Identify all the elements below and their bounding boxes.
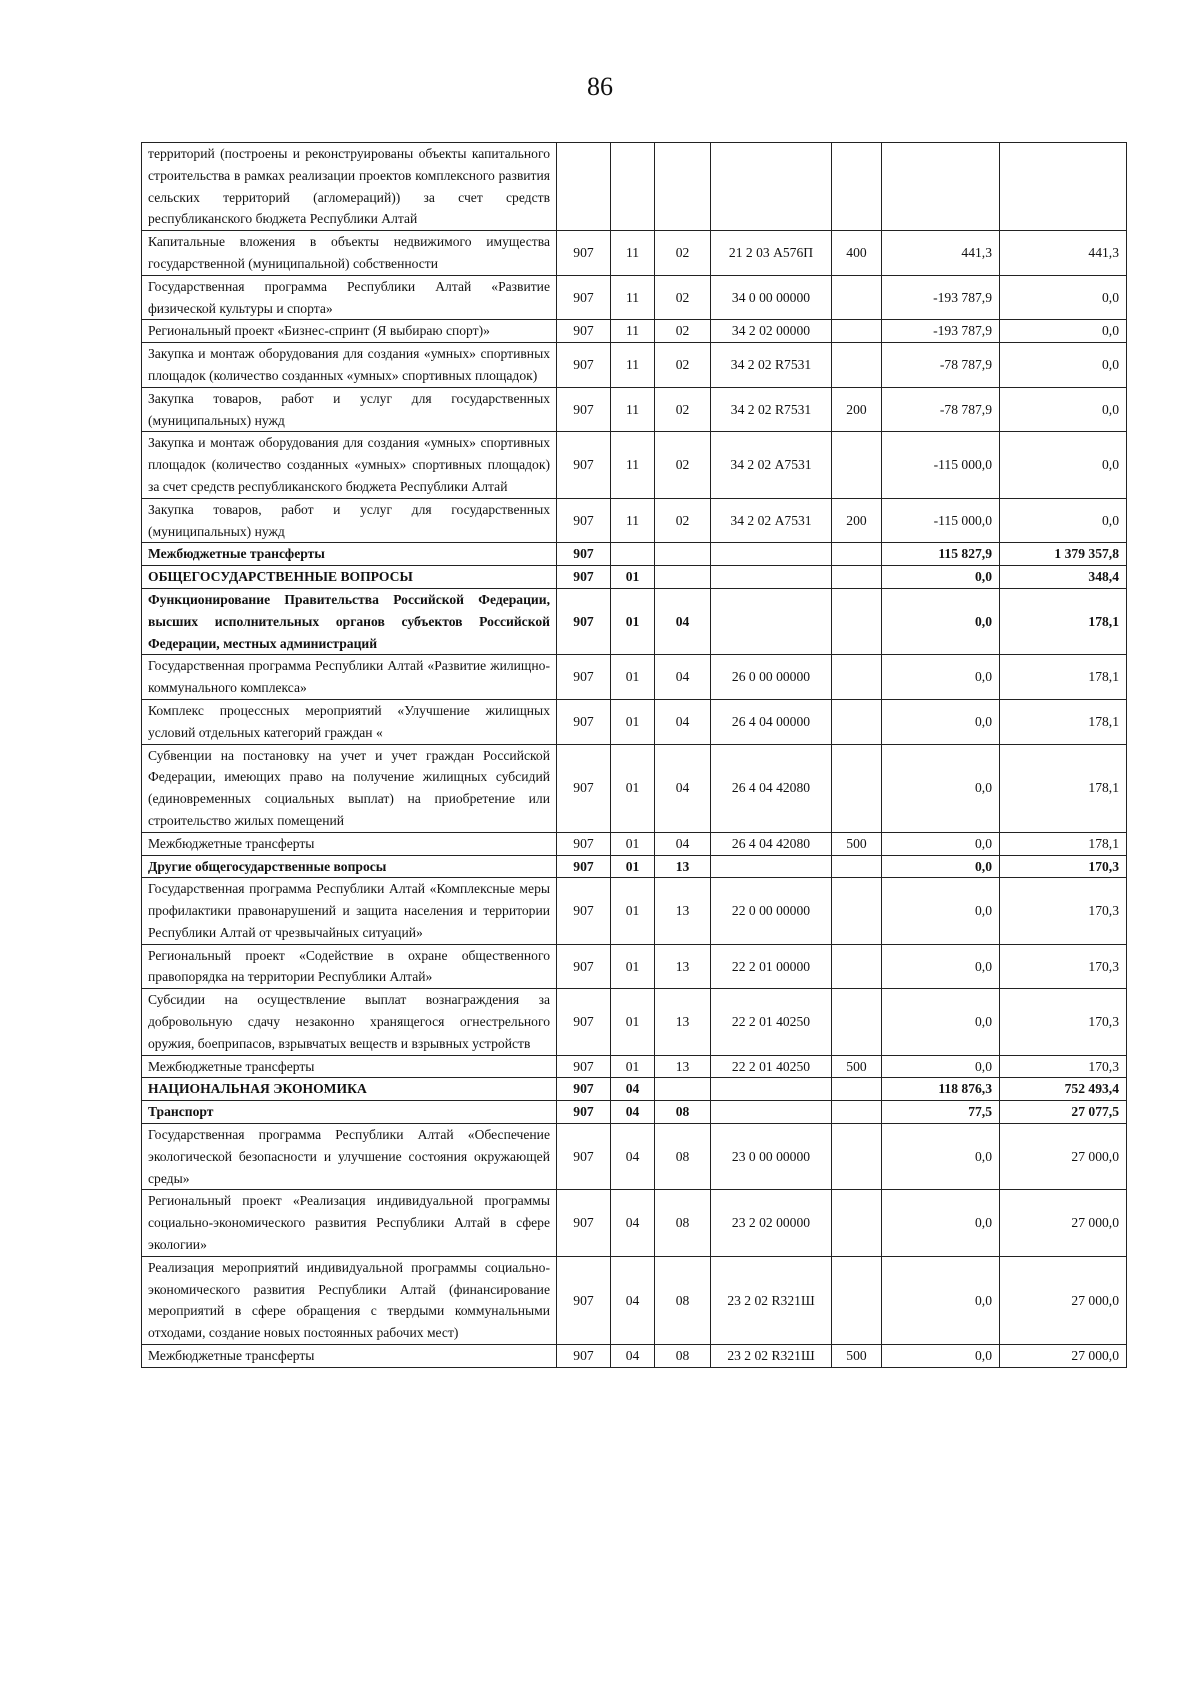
table-row (142, 143, 1127, 231)
expense-type-cell (832, 566, 882, 589)
table-row (142, 588, 1127, 654)
amount-1-cell: 441,3 (882, 231, 1000, 276)
subsection-cell: 02 (655, 275, 711, 320)
table-row (142, 1101, 1127, 1124)
table-row (142, 543, 1127, 566)
ved-cell: 907 (557, 387, 611, 432)
row-name-cell: Закупка товаров, работ и услуг для государственных (муниципальных) нужд (142, 498, 557, 543)
ved-cell: 907 (557, 1190, 611, 1256)
table-row (142, 855, 1127, 878)
amount-1-cell: 0,0 (882, 855, 1000, 878)
amount-1-cell: 0,0 (882, 699, 1000, 744)
section-cell: 11 (611, 275, 655, 320)
section-cell: 04 (611, 1256, 655, 1344)
amount-2-cell: 178,1 (1000, 655, 1127, 700)
amount-1-cell: 0,0 (882, 655, 1000, 700)
target-article-cell: 21 2 03 А576П (711, 231, 832, 276)
ved-cell: 907 (557, 498, 611, 543)
row-name-cell: Региональный проект «Реализация индивидуальной программы социально-экономического развития Республики Алтай в сфере экологии» (142, 1190, 557, 1256)
amount-1-cell: 77,5 (882, 1101, 1000, 1124)
subsection-cell: 04 (655, 832, 711, 855)
section-cell: 01 (611, 1055, 655, 1078)
table-row (142, 1345, 1127, 1368)
budget-table (141, 142, 1127, 1368)
target-article-cell (711, 1101, 832, 1124)
target-article-cell (711, 588, 832, 654)
row-name-cell: Региональный проект «Содействие в охране общественного правопорядка на территории Республики Алтай» (142, 944, 557, 989)
amount-2-cell: 0,0 (1000, 275, 1127, 320)
section-cell: 01 (611, 699, 655, 744)
target-article-cell: 26 4 04 00000 (711, 699, 832, 744)
amount-1-cell: 0,0 (882, 1190, 1000, 1256)
section-cell: 11 (611, 498, 655, 543)
expense-type-cell (832, 1101, 882, 1124)
amount-1-cell: -115 000,0 (882, 498, 1000, 543)
table-row (142, 989, 1127, 1055)
ved-cell: 907 (557, 1124, 611, 1190)
amount-1-cell: 0,0 (882, 744, 1000, 832)
expense-type-cell: 500 (832, 832, 882, 855)
expense-type-cell (832, 1078, 882, 1101)
row-name-cell: Закупка товаров, работ и услуг для государственных (муниципальных) нужд (142, 387, 557, 432)
amount-2-cell: 178,1 (1000, 588, 1127, 654)
subsection-cell (655, 1078, 711, 1101)
expense-type-cell: 200 (832, 387, 882, 432)
section-cell (611, 543, 655, 566)
ved-cell: 907 (557, 343, 611, 388)
row-name-cell: Государственная программа Республики Алтай «Развитие жилищно-коммунального комплекса» (142, 655, 557, 700)
amount-2-cell: 0,0 (1000, 343, 1127, 388)
target-article-cell: 34 0 00 00000 (711, 275, 832, 320)
row-name-cell: Государственная программа Республики Алтай «Обеспечение экологической безопасности и улучшение состояния окружающей среды» (142, 1124, 557, 1190)
table-row (142, 655, 1127, 700)
row-name-cell: Закупка и монтаж оборудования для создания «умных» спортивных площадок (количество созданных «умных» спортивных площадок) за счет средств республиканского бюджета Республики Алтай (142, 432, 557, 498)
ved-cell: 907 (557, 744, 611, 832)
amount-1-cell: 115 827,9 (882, 543, 1000, 566)
subsection-cell: 02 (655, 432, 711, 498)
amount-1-cell: 0,0 (882, 1055, 1000, 1078)
row-name-cell: Субвенции на постановку на учет и учет граждан Российской Федерации, имеющих право на получение жилищных субсидий (единовременных социальных выплат) на приобретение или строительство жилых помещений (142, 744, 557, 832)
subsection-cell: 02 (655, 231, 711, 276)
section-cell: 01 (611, 832, 655, 855)
subsection-cell: 02 (655, 498, 711, 543)
amount-2-cell: 0,0 (1000, 432, 1127, 498)
table-row (142, 343, 1127, 388)
section-cell: 01 (611, 588, 655, 654)
target-article-cell (711, 143, 832, 231)
amount-2-cell: 170,3 (1000, 944, 1127, 989)
target-article-cell (711, 566, 832, 589)
ved-cell: 907 (557, 855, 611, 878)
ved-cell: 907 (557, 1055, 611, 1078)
budget-table-body (142, 143, 1127, 1368)
subsection-cell: 08 (655, 1190, 711, 1256)
row-name-cell: Реализация мероприятий индивидуальной программы социально-экономического развития Республики Алтай (финансирование мероприятий в сфере обращения с твердыми коммунальными отходами, создание новых постоянных рабочих мест) (142, 1256, 557, 1344)
subsection-cell: 08 (655, 1101, 711, 1124)
expense-type-cell (832, 989, 882, 1055)
target-article-cell: 26 4 04 42080 (711, 744, 832, 832)
section-cell: 11 (611, 432, 655, 498)
ved-cell (557, 143, 611, 231)
row-name-cell: ОБЩЕГОСУДАРСТВЕННЫЕ ВОПРОСЫ (142, 566, 557, 589)
amount-2-cell: 348,4 (1000, 566, 1127, 589)
ved-cell: 907 (557, 588, 611, 654)
subsection-cell: 13 (655, 1055, 711, 1078)
ved-cell: 907 (557, 1256, 611, 1344)
ved-cell: 907 (557, 832, 611, 855)
amount-2-cell (1000, 143, 1127, 231)
amount-2-cell: 0,0 (1000, 387, 1127, 432)
target-article-cell: 26 4 04 42080 (711, 832, 832, 855)
row-name-cell: Капитальные вложения в объекты недвижимого имущества государственной (муниципальной) собственности (142, 231, 557, 276)
target-article-cell: 23 2 02 R321Ш (711, 1345, 832, 1368)
table-row (142, 387, 1127, 432)
row-name-cell: Другие общегосударственные вопросы (142, 855, 557, 878)
table-row (142, 275, 1127, 320)
expense-type-cell (832, 855, 882, 878)
subsection-cell: 13 (655, 944, 711, 989)
amount-1-cell: 0,0 (882, 1124, 1000, 1190)
table-row (142, 432, 1127, 498)
amount-2-cell: 170,3 (1000, 855, 1127, 878)
row-name-cell: Государственная программа Республики Алтай «Развитие физической культуры и спорта» (142, 275, 557, 320)
amount-2-cell: 27 000,0 (1000, 1256, 1127, 1344)
section-cell: 04 (611, 1124, 655, 1190)
amount-1-cell: -193 787,9 (882, 320, 1000, 343)
amount-2-cell: 0,0 (1000, 320, 1127, 343)
amount-2-cell: 170,3 (1000, 989, 1127, 1055)
amount-1-cell: 0,0 (882, 832, 1000, 855)
row-name-cell: Субсидии на осуществление выплат вознаграждения за добровольную сдачу незаконно хранящегося огнестрельного оружия, боеприпасов, взрывчатых веществ и взрывных устройств (142, 989, 557, 1055)
subsection-cell: 13 (655, 878, 711, 944)
amount-1-cell: 0,0 (882, 944, 1000, 989)
ved-cell: 907 (557, 1101, 611, 1124)
section-cell: 01 (611, 655, 655, 700)
target-article-cell (711, 543, 832, 566)
expense-type-cell (832, 1190, 882, 1256)
amount-1-cell: -78 787,9 (882, 343, 1000, 388)
subsection-cell: 04 (655, 699, 711, 744)
amount-2-cell: 178,1 (1000, 699, 1127, 744)
amount-1-cell: 0,0 (882, 1256, 1000, 1344)
expense-type-cell (832, 275, 882, 320)
row-name-cell: территорий (построены и реконструированы объекты капитального строительства в рамках реализации проектов комплексного развития сельских территорий (агломераций)) за счет средств республиканского бюджета Республики Алтай (142, 143, 557, 231)
target-article-cell: 22 0 00 00000 (711, 878, 832, 944)
section-cell: 01 (611, 744, 655, 832)
amount-2-cell: 27 077,5 (1000, 1101, 1127, 1124)
section-cell: 01 (611, 944, 655, 989)
target-article-cell: 34 2 02 А7531 (711, 432, 832, 498)
ved-cell: 907 (557, 655, 611, 700)
section-cell: 11 (611, 231, 655, 276)
ved-cell: 907 (557, 878, 611, 944)
amount-1-cell: 0,0 (882, 878, 1000, 944)
table-row (142, 1055, 1127, 1078)
table-row (142, 744, 1127, 832)
row-name-cell: Функционирование Правительства Российской Федерации, высших исполнительных органов субъектов Российской Федерации, местных администраций (142, 588, 557, 654)
amount-2-cell: 752 493,4 (1000, 1078, 1127, 1101)
table-row (142, 320, 1127, 343)
expense-type-cell (832, 320, 882, 343)
amount-2-cell: 178,1 (1000, 744, 1127, 832)
row-name-cell: Государственная программа Республики Алтай «Комплексные меры профилактики правонарушений и защита населения и территории Республики Алтай от чрезвычайных ситуаций» (142, 878, 557, 944)
target-article-cell: 22 2 01 40250 (711, 989, 832, 1055)
row-name-cell: Межбюджетные трансферты (142, 543, 557, 566)
target-article-cell: 22 2 01 00000 (711, 944, 832, 989)
amount-1-cell: -115 000,0 (882, 432, 1000, 498)
amount-2-cell: 178,1 (1000, 832, 1127, 855)
row-name-cell: Межбюджетные трансферты (142, 1055, 557, 1078)
expense-type-cell (832, 1256, 882, 1344)
subsection-cell: 04 (655, 588, 711, 654)
row-name-cell: Транспорт (142, 1101, 557, 1124)
ved-cell: 907 (557, 944, 611, 989)
subsection-cell: 08 (655, 1124, 711, 1190)
amount-1-cell: 0,0 (882, 1345, 1000, 1368)
section-cell: 04 (611, 1345, 655, 1368)
section-cell: 01 (611, 855, 655, 878)
subsection-cell: 04 (655, 655, 711, 700)
expense-type-cell (832, 588, 882, 654)
table-row (142, 231, 1127, 276)
ved-cell: 907 (557, 1078, 611, 1101)
amount-1-cell: -193 787,9 (882, 275, 1000, 320)
expense-type-cell (832, 744, 882, 832)
target-article-cell: 23 2 02 00000 (711, 1190, 832, 1256)
expense-type-cell (832, 343, 882, 388)
section-cell: 11 (611, 320, 655, 343)
expense-type-cell: 400 (832, 231, 882, 276)
target-article-cell: 23 0 00 00000 (711, 1124, 832, 1190)
subsection-cell: 02 (655, 320, 711, 343)
table-row (142, 832, 1127, 855)
target-article-cell: 22 2 01 40250 (711, 1055, 832, 1078)
table-row (142, 1190, 1127, 1256)
table-row (142, 878, 1127, 944)
section-cell: 04 (611, 1190, 655, 1256)
subsection-cell: 13 (655, 989, 711, 1055)
row-name-cell: Региональный проект «Бизнес-спринт (Я выбираю спорт)» (142, 320, 557, 343)
subsection-cell: 02 (655, 387, 711, 432)
target-article-cell: 26 0 00 00000 (711, 655, 832, 700)
expense-type-cell (832, 143, 882, 231)
row-name-cell: Межбюджетные трансферты (142, 832, 557, 855)
expense-type-cell (832, 543, 882, 566)
amount-1-cell: 0,0 (882, 989, 1000, 1055)
ved-cell: 907 (557, 320, 611, 343)
table-row (142, 944, 1127, 989)
amount-2-cell: 170,3 (1000, 878, 1127, 944)
row-name-cell: Межбюджетные трансферты (142, 1345, 557, 1368)
subsection-cell (655, 566, 711, 589)
table-row (142, 1256, 1127, 1344)
subsection-cell (655, 543, 711, 566)
section-cell: 11 (611, 343, 655, 388)
expense-type-cell: 500 (832, 1345, 882, 1368)
section-cell: 04 (611, 1101, 655, 1124)
subsection-cell: 08 (655, 1345, 711, 1368)
expense-type-cell (832, 655, 882, 700)
amount-2-cell: 170,3 (1000, 1055, 1127, 1078)
target-article-cell (711, 1078, 832, 1101)
ved-cell: 907 (557, 543, 611, 566)
amount-1-cell (882, 143, 1000, 231)
amount-2-cell: 27 000,0 (1000, 1124, 1127, 1190)
section-cell (611, 143, 655, 231)
amount-2-cell: 27 000,0 (1000, 1190, 1127, 1256)
expense-type-cell (832, 1124, 882, 1190)
row-name-cell: Комплекс процессных мероприятий «Улучшение жилищных условий отдельных категорий граждан « (142, 699, 557, 744)
ved-cell: 907 (557, 275, 611, 320)
target-article-cell: 34 2 02 R7531 (711, 387, 832, 432)
ved-cell: 907 (557, 231, 611, 276)
table-row (142, 498, 1127, 543)
amount-2-cell: 27 000,0 (1000, 1345, 1127, 1368)
target-article-cell: 34 2 02 00000 (711, 320, 832, 343)
section-cell: 11 (611, 387, 655, 432)
amount-2-cell: 0,0 (1000, 498, 1127, 543)
ved-cell: 907 (557, 432, 611, 498)
subsection-cell: 08 (655, 1256, 711, 1344)
target-article-cell: 34 2 02 R7531 (711, 343, 832, 388)
table-row (142, 566, 1127, 589)
section-cell: 01 (611, 566, 655, 589)
table-row (142, 1078, 1127, 1101)
subsection-cell: 13 (655, 855, 711, 878)
table-row (142, 1124, 1127, 1190)
target-article-cell (711, 855, 832, 878)
row-name-cell: НАЦИОНАЛЬНАЯ ЭКОНОМИКА (142, 1078, 557, 1101)
expense-type-cell (832, 878, 882, 944)
expense-type-cell: 500 (832, 1055, 882, 1078)
amount-1-cell: -78 787,9 (882, 387, 1000, 432)
amount-1-cell: 0,0 (882, 588, 1000, 654)
ved-cell: 907 (557, 566, 611, 589)
section-cell: 01 (611, 989, 655, 1055)
amount-1-cell: 0,0 (882, 566, 1000, 589)
ved-cell: 907 (557, 699, 611, 744)
expense-type-cell (832, 699, 882, 744)
amount-2-cell: 1 379 357,8 (1000, 543, 1127, 566)
subsection-cell: 02 (655, 343, 711, 388)
target-article-cell: 23 2 02 R321Ш (711, 1256, 832, 1344)
expense-type-cell: 200 (832, 498, 882, 543)
amount-1-cell: 118 876,3 (882, 1078, 1000, 1101)
page-number: 86 (587, 72, 613, 101)
subsection-cell: 04 (655, 744, 711, 832)
expense-type-cell (832, 944, 882, 989)
target-article-cell: 34 2 02 А7531 (711, 498, 832, 543)
section-cell: 04 (611, 1078, 655, 1101)
ved-cell: 907 (557, 1345, 611, 1368)
row-name-cell: Закупка и монтаж оборудования для создания «умных» спортивных площадок (количество созданных «умных» спортивных площадок) (142, 343, 557, 388)
subsection-cell (655, 143, 711, 231)
section-cell: 01 (611, 878, 655, 944)
table-row (142, 699, 1127, 744)
ved-cell: 907 (557, 989, 611, 1055)
expense-type-cell (832, 432, 882, 498)
amount-2-cell: 441,3 (1000, 231, 1127, 276)
